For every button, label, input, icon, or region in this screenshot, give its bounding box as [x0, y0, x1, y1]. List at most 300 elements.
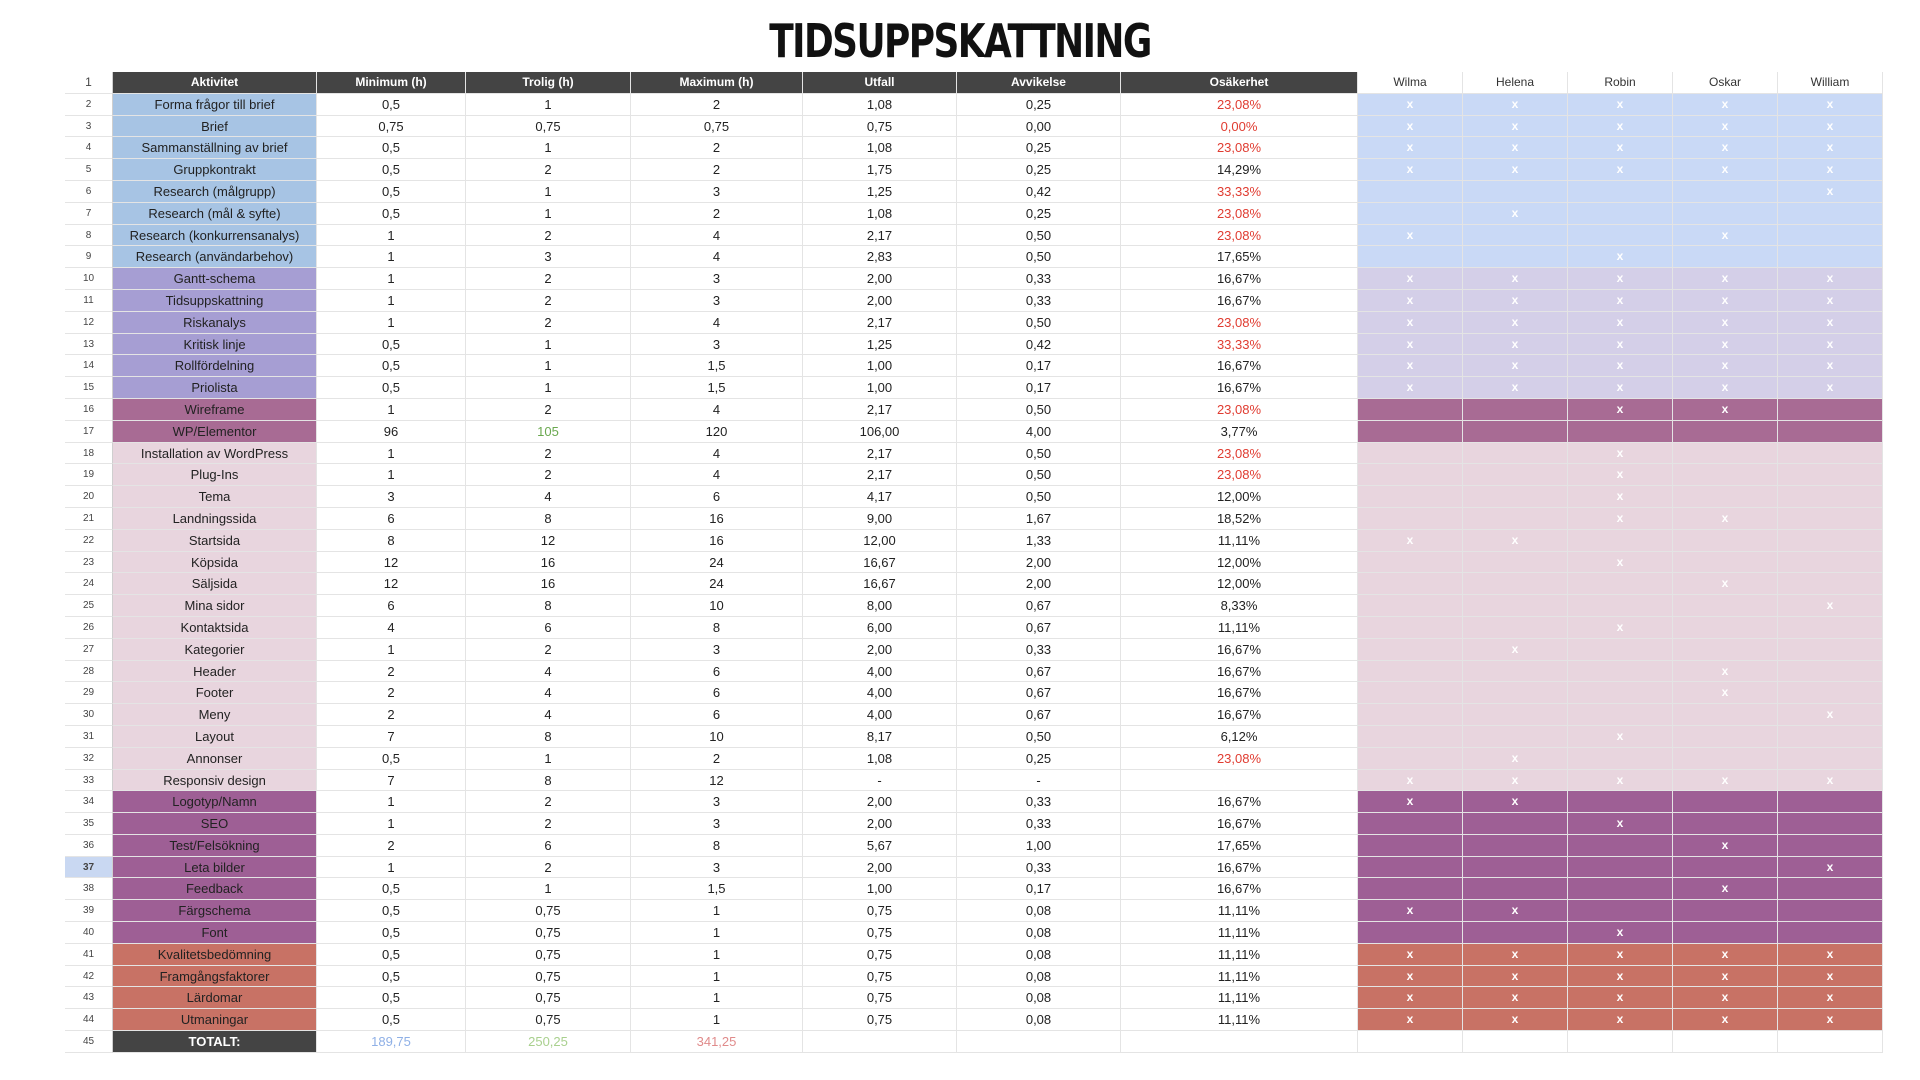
row-number[interactable]: 17: [65, 421, 113, 443]
cell-osakerhet[interactable]: 16,67%: [1121, 813, 1358, 835]
cell-maximum[interactable]: 1,5: [631, 878, 803, 900]
cell-person-wilma[interactable]: [1358, 639, 1463, 661]
cell-avvikelse[interactable]: 0,33: [957, 268, 1121, 290]
cell-person-helena[interactable]: [1463, 464, 1568, 486]
row-number[interactable]: 6: [65, 181, 113, 203]
cell-person-oskar[interactable]: [1673, 464, 1778, 486]
cell-person-william[interactable]: [1778, 835, 1883, 857]
cell-osakerhet[interactable]: 3,77%: [1121, 421, 1358, 443]
cell-aktivitet[interactable]: Font: [113, 922, 317, 944]
cell-osakerhet[interactable]: 23,08%: [1121, 464, 1358, 486]
cell-person-oskar[interactable]: [1673, 617, 1778, 639]
cell-osakerhet[interactable]: 12,00%: [1121, 486, 1358, 508]
cell-osakerhet[interactable]: 11,11%: [1121, 966, 1358, 988]
cell-minimum[interactable]: 7: [317, 726, 466, 748]
column-header-william[interactable]: William: [1778, 72, 1883, 94]
cell-person-william[interactable]: x: [1778, 137, 1883, 159]
cell-utfall[interactable]: 1,08: [803, 203, 957, 225]
cell-minimum[interactable]: 1: [317, 443, 466, 465]
cell-minimum[interactable]: 2: [317, 682, 466, 704]
cell-person-william[interactable]: x: [1778, 377, 1883, 399]
cell-minimum[interactable]: 2: [317, 704, 466, 726]
cell-osakerhet[interactable]: 16,67%: [1121, 857, 1358, 879]
cell-person-oskar[interactable]: [1673, 813, 1778, 835]
cell-utfall[interactable]: 2,17: [803, 312, 957, 334]
cell-aktivitet[interactable]: Layout: [113, 726, 317, 748]
total-maximum[interactable]: 341,25: [631, 1031, 803, 1053]
cell-trolig[interactable]: 2: [466, 464, 631, 486]
cell-person-oskar[interactable]: x: [1673, 944, 1778, 966]
cell-person-robin[interactable]: x: [1568, 399, 1673, 421]
cell-aktivitet[interactable]: Kategorier: [113, 639, 317, 661]
row-number[interactable]: 9: [65, 246, 113, 268]
cell-trolig[interactable]: 8: [466, 595, 631, 617]
cell-osakerhet[interactable]: 16,67%: [1121, 290, 1358, 312]
cell-aktivitet[interactable]: Sammanställning av brief: [113, 137, 317, 159]
cell-minimum[interactable]: 0,5: [317, 137, 466, 159]
cell-maximum[interactable]: 3: [631, 791, 803, 813]
cell-utfall[interactable]: 2,17: [803, 399, 957, 421]
cell-trolig[interactable]: 2: [466, 159, 631, 181]
cell-person-robin[interactable]: [1568, 900, 1673, 922]
cell-person-helena[interactable]: x: [1463, 312, 1568, 334]
cell-osakerhet[interactable]: 16,67%: [1121, 355, 1358, 377]
cell-avvikelse[interactable]: 0,33: [957, 791, 1121, 813]
cell-utfall[interactable]: 1,25: [803, 181, 957, 203]
cell-trolig[interactable]: 4: [466, 704, 631, 726]
cell-person-oskar[interactable]: x: [1673, 1009, 1778, 1031]
cell-trolig[interactable]: 2: [466, 791, 631, 813]
cell-osakerhet[interactable]: 17,65%: [1121, 246, 1358, 268]
cell-person-wilma[interactable]: x: [1358, 770, 1463, 792]
cell-avvikelse[interactable]: 0,08: [957, 966, 1121, 988]
cell-person-robin[interactable]: x: [1568, 443, 1673, 465]
cell-minimum[interactable]: 96: [317, 421, 466, 443]
cell-person-oskar[interactable]: [1673, 857, 1778, 879]
cell-avvikelse[interactable]: 0,33: [957, 290, 1121, 312]
cell-person-william[interactable]: [1778, 573, 1883, 595]
cell-trolig[interactable]: 2: [466, 290, 631, 312]
cell-maximum[interactable]: 4: [631, 225, 803, 247]
cell-minimum[interactable]: 0,5: [317, 181, 466, 203]
cell-person-oskar[interactable]: x: [1673, 987, 1778, 1009]
cell-person-william[interactable]: [1778, 900, 1883, 922]
cell-minimum[interactable]: 1: [317, 639, 466, 661]
row-number[interactable]: 21: [65, 508, 113, 530]
cell-person-robin[interactable]: x: [1568, 486, 1673, 508]
cell-utfall[interactable]: 0,75: [803, 1009, 957, 1031]
cell-avvikelse[interactable]: 0,50: [957, 443, 1121, 465]
column-header-avvikelse[interactable]: Avvikelse: [957, 72, 1121, 94]
cell-person-robin[interactable]: x: [1568, 770, 1673, 792]
cell-person-wilma[interactable]: [1358, 922, 1463, 944]
cell-avvikelse[interactable]: 0,33: [957, 813, 1121, 835]
cell-trolig[interactable]: 12: [466, 530, 631, 552]
cell-osakerhet[interactable]: 11,11%: [1121, 617, 1358, 639]
cell-person-robin[interactable]: x: [1568, 552, 1673, 574]
cell-osakerhet[interactable]: 11,11%: [1121, 922, 1358, 944]
cell-avvikelse[interactable]: [957, 1031, 1121, 1053]
cell-osakerhet[interactable]: 16,67%: [1121, 639, 1358, 661]
cell-person-oskar[interactable]: [1673, 443, 1778, 465]
cell-person-oskar[interactable]: x: [1673, 770, 1778, 792]
column-header-osakerhet[interactable]: Osäkerhet: [1121, 72, 1358, 94]
cell-aktivitet[interactable]: Kontaktsida: [113, 617, 317, 639]
cell-minimum[interactable]: 0,5: [317, 377, 466, 399]
cell-person-wilma[interactable]: [1358, 399, 1463, 421]
cell-trolig[interactable]: 1: [466, 878, 631, 900]
cell-person-william[interactable]: [1778, 399, 1883, 421]
row-number[interactable]: 10: [65, 268, 113, 290]
cell-person-william[interactable]: x: [1778, 116, 1883, 138]
cell-person-william[interactable]: [1778, 225, 1883, 247]
cell-minimum[interactable]: 0,5: [317, 355, 466, 377]
cell-aktivitet[interactable]: Startsida: [113, 530, 317, 552]
cell-avvikelse[interactable]: 0,50: [957, 399, 1121, 421]
cell-osakerhet[interactable]: 11,11%: [1121, 530, 1358, 552]
cell-osakerhet[interactable]: 33,33%: [1121, 334, 1358, 356]
cell-avvikelse[interactable]: 0,25: [957, 137, 1121, 159]
cell-minimum[interactable]: 2: [317, 661, 466, 683]
cell-person-robin[interactable]: x: [1568, 922, 1673, 944]
cell-trolig[interactable]: 1: [466, 377, 631, 399]
cell-trolig[interactable]: 8: [466, 726, 631, 748]
cell-person-robin[interactable]: [1568, 573, 1673, 595]
cell-person-wilma[interactable]: x: [1358, 355, 1463, 377]
cell-osakerhet[interactable]: 11,11%: [1121, 900, 1358, 922]
cell-person-helena[interactable]: [1463, 399, 1568, 421]
cell-person-helena[interactable]: [1463, 857, 1568, 879]
cell-minimum[interactable]: 3: [317, 486, 466, 508]
row-number[interactable]: 18: [65, 443, 113, 465]
cell-osakerhet[interactable]: 16,67%: [1121, 878, 1358, 900]
cell-person-robin[interactable]: x: [1568, 1009, 1673, 1031]
cell-maximum[interactable]: 2: [631, 748, 803, 770]
cell-utfall[interactable]: 16,67: [803, 573, 957, 595]
row-number[interactable]: 42: [65, 966, 113, 988]
column-header-utfall[interactable]: Utfall: [803, 72, 957, 94]
cell-aktivitet[interactable]: Research (mål & syfte): [113, 203, 317, 225]
row-number[interactable]: 26: [65, 617, 113, 639]
cell-person-oskar[interactable]: x: [1673, 835, 1778, 857]
cell-maximum[interactable]: 1: [631, 922, 803, 944]
row-number[interactable]: 40: [65, 922, 113, 944]
cell-utfall[interactable]: 2,17: [803, 225, 957, 247]
cell-person-robin[interactable]: [1568, 791, 1673, 813]
row-number[interactable]: 33: [65, 770, 113, 792]
cell-person-oskar[interactable]: x: [1673, 508, 1778, 530]
cell-minimum[interactable]: 0,5: [317, 966, 466, 988]
cell-person-robin[interactable]: x: [1568, 290, 1673, 312]
cell-maximum[interactable]: 1: [631, 987, 803, 1009]
cell-person-robin[interactable]: [1568, 682, 1673, 704]
cell-person-helena[interactable]: x: [1463, 900, 1568, 922]
cell-minimum[interactable]: 0,5: [317, 159, 466, 181]
cell-trolig[interactable]: 16: [466, 552, 631, 574]
cell-maximum[interactable]: 2: [631, 137, 803, 159]
cell-aktivitet[interactable]: Priolista: [113, 377, 317, 399]
cell-minimum[interactable]: 12: [317, 573, 466, 595]
cell-utfall[interactable]: 9,00: [803, 508, 957, 530]
cell-person-william[interactable]: x: [1778, 944, 1883, 966]
cell-aktivitet[interactable]: Logotyp/Namn: [113, 791, 317, 813]
cell-trolig[interactable]: 0,75: [466, 944, 631, 966]
cell-person-wilma[interactable]: x: [1358, 530, 1463, 552]
cell-minimum[interactable]: 2: [317, 835, 466, 857]
total-label[interactable]: TOTALT:: [113, 1031, 317, 1053]
cell-person-oskar[interactable]: [1673, 704, 1778, 726]
cell-person-oskar[interactable]: [1673, 595, 1778, 617]
cell-trolig[interactable]: 8: [466, 508, 631, 530]
cell-aktivitet[interactable]: Tidsuppskattning: [113, 290, 317, 312]
cell-maximum[interactable]: 12: [631, 770, 803, 792]
cell-person-wilma[interactable]: [1358, 835, 1463, 857]
row-number[interactable]: 5: [65, 159, 113, 181]
cell-maximum[interactable]: 3: [631, 857, 803, 879]
cell-maximum[interactable]: 3: [631, 290, 803, 312]
cell-person-wilma[interactable]: x: [1358, 334, 1463, 356]
cell-utfall[interactable]: 4,00: [803, 661, 957, 683]
cell-minimum[interactable]: 1: [317, 225, 466, 247]
cell-person-wilma[interactable]: x: [1358, 137, 1463, 159]
cell-maximum[interactable]: 6: [631, 486, 803, 508]
row-number[interactable]: 35: [65, 813, 113, 835]
cell-minimum[interactable]: 1: [317, 464, 466, 486]
cell-person-helena[interactable]: [1463, 661, 1568, 683]
cell-person-wilma[interactable]: x: [1358, 944, 1463, 966]
cell-aktivitet[interactable]: Kvalitetsbedömning: [113, 944, 317, 966]
row-number[interactable]: 2: [65, 94, 113, 116]
cell-aktivitet[interactable]: Forma frågor till brief: [113, 94, 317, 116]
cell-avvikelse[interactable]: 0,67: [957, 682, 1121, 704]
cell-minimum[interactable]: 1: [317, 290, 466, 312]
cell-minimum[interactable]: 1: [317, 813, 466, 835]
cell-person-oskar[interactable]: x: [1673, 225, 1778, 247]
cell-avvikelse[interactable]: -: [957, 770, 1121, 792]
cell-minimum[interactable]: 1: [317, 312, 466, 334]
cell-person-helena[interactable]: x: [1463, 377, 1568, 399]
cell-person-william[interactable]: [1778, 661, 1883, 683]
cell-person-wilma[interactable]: [1358, 857, 1463, 879]
cell-utfall[interactable]: 5,67: [803, 835, 957, 857]
cell-utfall[interactable]: 6,00: [803, 617, 957, 639]
cell-person-william[interactable]: [1778, 617, 1883, 639]
cell-maximum[interactable]: 4: [631, 399, 803, 421]
cell-minimum[interactable]: 7: [317, 770, 466, 792]
cell-maximum[interactable]: 0,75: [631, 116, 803, 138]
cell-person-william[interactable]: x: [1778, 704, 1883, 726]
cell-maximum[interactable]: 3: [631, 181, 803, 203]
cell-trolig[interactable]: 2: [466, 639, 631, 661]
cell-person-wilma[interactable]: [1358, 464, 1463, 486]
cell-trolig[interactable]: 2: [466, 813, 631, 835]
row-number[interactable]: 15: [65, 377, 113, 399]
cell-maximum[interactable]: 3: [631, 334, 803, 356]
cell-maximum[interactable]: 4: [631, 443, 803, 465]
cell-person-oskar[interactable]: [1673, 486, 1778, 508]
cell-utfall[interactable]: 2,00: [803, 791, 957, 813]
cell-person-helena[interactable]: x: [1463, 791, 1568, 813]
cell-aktivitet[interactable]: Säljsida: [113, 573, 317, 595]
row-number[interactable]: 43: [65, 987, 113, 1009]
cell-minimum[interactable]: 1: [317, 791, 466, 813]
cell-maximum[interactable]: 3: [631, 268, 803, 290]
cell-osakerhet[interactable]: 23,08%: [1121, 399, 1358, 421]
cell-maximum[interactable]: 2: [631, 94, 803, 116]
cell-aktivitet[interactable]: Footer: [113, 682, 317, 704]
cell-maximum[interactable]: 10: [631, 595, 803, 617]
cell-person-oskar[interactable]: x: [1673, 399, 1778, 421]
cell-maximum[interactable]: 120: [631, 421, 803, 443]
cell-maximum[interactable]: 3: [631, 639, 803, 661]
cell-osakerhet[interactable]: 11,11%: [1121, 944, 1358, 966]
cell-trolig[interactable]: 2: [466, 399, 631, 421]
cell-person-robin[interactable]: x: [1568, 813, 1673, 835]
cell-person-wilma[interactable]: x: [1358, 791, 1463, 813]
cell-utfall[interactable]: 1,00: [803, 355, 957, 377]
cell-osakerhet[interactable]: 6,12%: [1121, 726, 1358, 748]
cell-aktivitet[interactable]: Framgångsfaktorer: [113, 966, 317, 988]
row-number[interactable]: 14: [65, 355, 113, 377]
cell-person-helena[interactable]: [1463, 813, 1568, 835]
cell-avvikelse[interactable]: 0,08: [957, 922, 1121, 944]
cell-person-helena[interactable]: [1463, 726, 1568, 748]
cell-utfall[interactable]: 4,00: [803, 704, 957, 726]
cell-person-william[interactable]: [1778, 878, 1883, 900]
cell-aktivitet[interactable]: Responsiv design: [113, 770, 317, 792]
cell-maximum[interactable]: 24: [631, 552, 803, 574]
cell-aktivitet[interactable]: Plug-Ins: [113, 464, 317, 486]
row-number[interactable]: 8: [65, 225, 113, 247]
cell-avvikelse[interactable]: 0,17: [957, 377, 1121, 399]
column-header-minimum[interactable]: Minimum (h): [317, 72, 466, 94]
cell-minimum[interactable]: 0,5: [317, 900, 466, 922]
cell-person-wilma[interactable]: x: [1358, 900, 1463, 922]
cell-person-helena[interactable]: x: [1463, 94, 1568, 116]
cell-trolig[interactable]: 6: [466, 835, 631, 857]
cell-person-helena[interactable]: x: [1463, 944, 1568, 966]
cell-person-oskar[interactable]: [1673, 552, 1778, 574]
cell-person-william[interactable]: [1778, 813, 1883, 835]
column-header-wilma[interactable]: Wilma: [1358, 72, 1463, 94]
cell-person-helena[interactable]: x: [1463, 1009, 1568, 1031]
cell-aktivitet[interactable]: Research (användarbehov): [113, 246, 317, 268]
cell-aktivitet[interactable]: Utmaningar: [113, 1009, 317, 1031]
cell-trolig[interactable]: 4: [466, 486, 631, 508]
cell-avvikelse[interactable]: 0,42: [957, 334, 1121, 356]
cell-avvikelse[interactable]: 1,67: [957, 508, 1121, 530]
cell-aktivitet[interactable]: Installation av WordPress: [113, 443, 317, 465]
cell-person-helena[interactable]: [1463, 617, 1568, 639]
row-number[interactable]: 4: [65, 137, 113, 159]
cell-person-william[interactable]: x: [1778, 987, 1883, 1009]
row-number[interactable]: 34: [65, 791, 113, 813]
cell-minimum[interactable]: 0,5: [317, 203, 466, 225]
cell-maximum[interactable]: 1: [631, 944, 803, 966]
cell-aktivitet[interactable]: Annonser: [113, 748, 317, 770]
cell-avvikelse[interactable]: 2,00: [957, 573, 1121, 595]
cell-osakerhet[interactable]: 23,08%: [1121, 748, 1358, 770]
cell-osakerhet[interactable]: 16,67%: [1121, 661, 1358, 683]
cell-osakerhet[interactable]: 11,11%: [1121, 1009, 1358, 1031]
cell-avvikelse[interactable]: 0,25: [957, 94, 1121, 116]
cell-person-wilma[interactable]: [1358, 661, 1463, 683]
cell-person-robin[interactable]: [1568, 421, 1673, 443]
cell-maximum[interactable]: 8: [631, 617, 803, 639]
cell-aktivitet[interactable]: Meny: [113, 704, 317, 726]
row-number[interactable]: 19: [65, 464, 113, 486]
cell-avvikelse[interactable]: 0,08: [957, 987, 1121, 1009]
cell-minimum[interactable]: 0,5: [317, 922, 466, 944]
cell-utfall[interactable]: 1,08: [803, 748, 957, 770]
cell-trolig[interactable]: 2: [466, 857, 631, 879]
row-number[interactable]: 29: [65, 682, 113, 704]
cell-avvikelse[interactable]: 0,50: [957, 486, 1121, 508]
cell-person-robin[interactable]: [1568, 530, 1673, 552]
cell-person-helena[interactable]: [1463, 181, 1568, 203]
cell-person-oskar[interactable]: x: [1673, 116, 1778, 138]
cell-person-robin[interactable]: x: [1568, 137, 1673, 159]
cell-avvikelse[interactable]: 0,17: [957, 355, 1121, 377]
cell-person-wilma[interactable]: [1358, 508, 1463, 530]
cell-person-william[interactable]: [1778, 246, 1883, 268]
row-number[interactable]: 31: [65, 726, 113, 748]
cell-trolig[interactable]: 2: [466, 225, 631, 247]
cell-person-helena[interactable]: x: [1463, 159, 1568, 181]
cell-trolig[interactable]: 1: [466, 334, 631, 356]
cell-avvikelse[interactable]: 1,33: [957, 530, 1121, 552]
cell-person-oskar[interactable]: x: [1673, 966, 1778, 988]
cell-aktivitet[interactable]: Färgschema: [113, 900, 317, 922]
cell-person-wilma[interactable]: x: [1358, 116, 1463, 138]
cell-osakerhet[interactable]: 23,08%: [1121, 94, 1358, 116]
cell-maximum[interactable]: 4: [631, 464, 803, 486]
cell-avvikelse[interactable]: 0,67: [957, 704, 1121, 726]
row-number[interactable]: 1: [65, 72, 113, 94]
cell-avvikelse[interactable]: 2,00: [957, 552, 1121, 574]
cell-maximum[interactable]: 4: [631, 246, 803, 268]
cell-osakerhet[interactable]: 16,67%: [1121, 268, 1358, 290]
cell-minimum[interactable]: 1: [317, 268, 466, 290]
cell-utfall[interactable]: 1,08: [803, 94, 957, 116]
cell-person-william[interactable]: x: [1778, 290, 1883, 312]
cell-utfall[interactable]: 8,17: [803, 726, 957, 748]
row-number[interactable]: 27: [65, 639, 113, 661]
cell-minimum[interactable]: 1: [317, 246, 466, 268]
cell-osakerhet[interactable]: 12,00%: [1121, 573, 1358, 595]
cell-person-wilma[interactable]: x: [1358, 94, 1463, 116]
cell-trolig[interactable]: 8: [466, 770, 631, 792]
cell-person-helena[interactable]: [1463, 421, 1568, 443]
cell-person-william[interactable]: x: [1778, 770, 1883, 792]
row-number[interactable]: 16: [65, 399, 113, 421]
row-number[interactable]: 28: [65, 661, 113, 683]
cell-person-robin[interactable]: [1568, 661, 1673, 683]
cell-person-william[interactable]: [1778, 639, 1883, 661]
cell-minimum[interactable]: 0,5: [317, 878, 466, 900]
cell-avvikelse[interactable]: 0,25: [957, 203, 1121, 225]
cell-osakerhet[interactable]: 23,08%: [1121, 312, 1358, 334]
cell-person-wilma[interactable]: [1358, 878, 1463, 900]
cell-person-wilma[interactable]: [1358, 748, 1463, 770]
cell-person-helena[interactable]: [1463, 573, 1568, 595]
cell-person-wilma[interactable]: [1358, 595, 1463, 617]
cell-person-oskar[interactable]: [1673, 726, 1778, 748]
cell-person-robin[interactable]: [1568, 595, 1673, 617]
cell-utfall[interactable]: 0,75: [803, 987, 957, 1009]
cell-utfall[interactable]: 0,75: [803, 944, 957, 966]
cell-person-wilma[interactable]: [1358, 726, 1463, 748]
